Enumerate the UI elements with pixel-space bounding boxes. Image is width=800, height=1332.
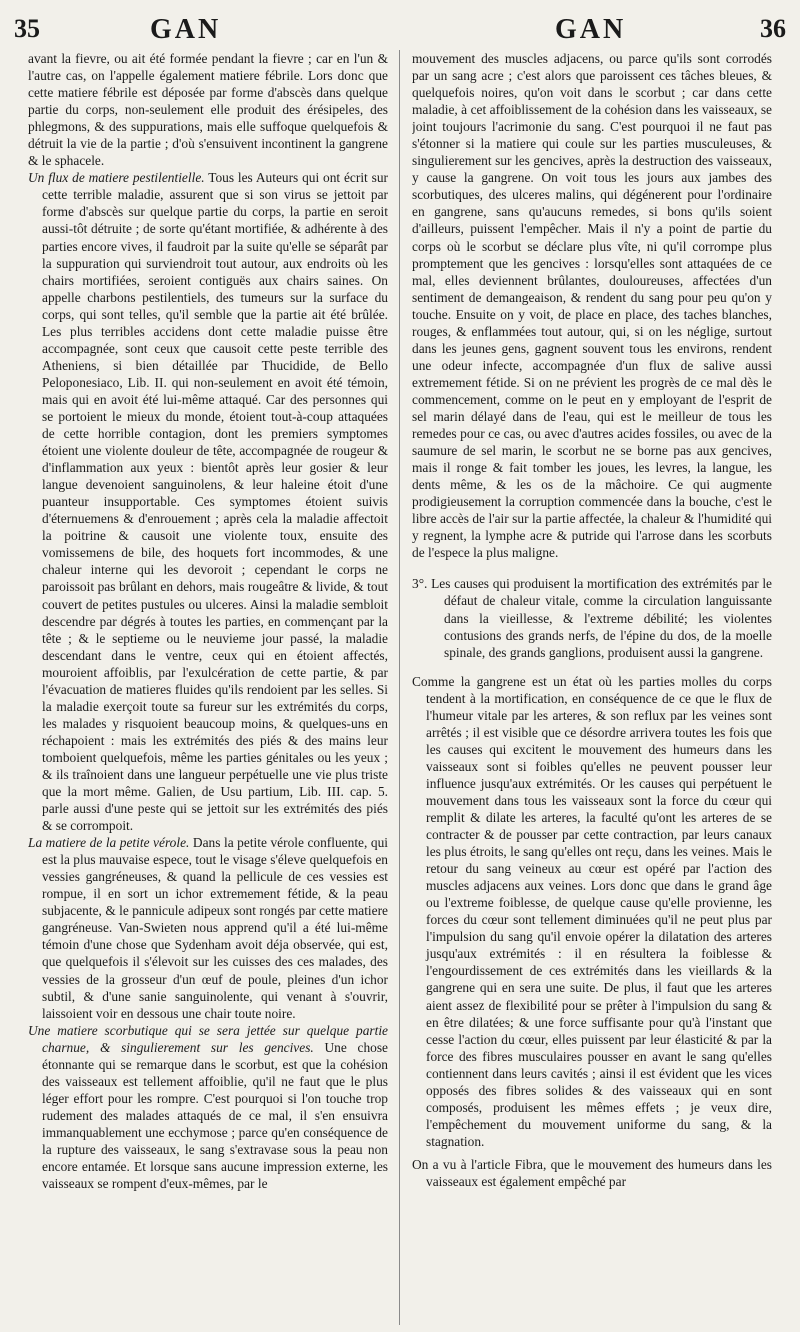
paragraph-scurvy-continued: mouvement des muscles adjacens, ou parce qu'ils sont corrodés par un sang acre ; c'est alors que paroissent ces tâches bleues, & quelquefois noires, qu'on voit dans le scorbut ; car dans cette maladie, à cet affoiblissement de la cohésion dans les vaisseaux, se joint toujours l'acrimonie du sang. C'est pourquoi il ne faut pas s'étonner si la matiere qui coule sur les parties musculeuses, & singulierement sur les gencives, après la destruction des vaisseaux, y cause la gangrene. On voit tous les jours aux jambes des scorbutiques, des ulceres malins, qui dégénerent pour l'ordinaire en gangrene, sans qu'aucuns remedes, si bons qu'ils soient d'ailleurs, puissent l'empêcher. Mais il n'y a point de partie du corps où le scorbut se déclare plus vîte, ni qu'il corrompe plus promptement que les gencives : lorsqu'elles sont attaquées de ce mal, elles deviennent brûlantes, douloureuses, affectées d'un sentiment de demangeaison, & rendent du sang pour peu qu'on y touche. Ensuite on y voit, de place en place, des taches blanches, rouges, & enflammées tout autour, qui, si on les néglige, surtout dans les jeunes gens, gagnent souvent tous les environs, rendent une odeur infecte, accompagnée d'un flux de salive aussi extremement fétide. Si on ne prévient les progrès de ce mal dès le commencement, comme on le peut en y employant de l'esprit de sel marin délayé dans de l'eau, qui est le meilleur de tous les remedes pour ce cas, ou avec d'autres acides fossiles, ou avec de la saumure de sel marin, le scorbut ne se borne pas aux gencives, mais il ronge & fait tomber les joues, les levres, la langue, les dents même, & les os de la mâchoire. Ce qui augmente prodigieusement la corruption commencée dans la bouche, c'est le libre accès de l'air sur la partie affectée, la chaleur & l'humidité qui y regnent, la lymphe acre & putride qui l'arrose dans les scorbuts de l'espece la plus maligne. bbox=[412, 51, 772, 561]
paragraph-pestilential bbox=[28, 169, 388, 834]
left-column bbox=[28, 50, 388, 1320]
left-running-head: GAN bbox=[150, 14, 222, 45]
column-divider bbox=[399, 50, 400, 1325]
paragraph-fever-matter: avant la fievre, ou ait été formée pendant la fievre ; car en l'un & l'autre cas, on l'appelle également matiere fébrile. Lors donc que cette matiere fébrile est déposée par forme d'abscès dans quelque partie du corps, non-seulement elle produit des érésipeles, des phlegmons, & des suppurations, mais elle suffoque quelquefois & détruit la vie de la partie ; d'où s'ensuivent incontinent la gangrene & le sphacele. bbox=[28, 51, 388, 169]
right-column bbox=[412, 50, 772, 1320]
right-running-head: GAN bbox=[555, 14, 627, 45]
right-page-number: 36 bbox=[760, 14, 786, 43]
paragraph-cause-3: 3°. Les causes qui produisent la mortification des extrémités par le défaut de chaleur vitale, comme la circulation languissante dans la vieillesse, & l'extreme débilité; les violentes contusions des grands nerfs, de l'épine du dos, de la moelle spinale, des grands ganglions, produisent aussi la gangrene. bbox=[412, 576, 772, 660]
entry-lead-pestilential: Un flux de matiere pestilentielle. bbox=[28, 170, 205, 186]
page-header bbox=[0, 8, 800, 48]
paragraph-smallpox bbox=[28, 834, 388, 1022]
paragraph-fibra-reference: On a vu à l'article Fibra, que le mouvement des humeurs dans les vaisseaux est également empêché par bbox=[412, 1156, 772, 1189]
entry-body-smallpox: Dans la petite vérole confluente, qui est la plus mauvaise espece, tout le visage s'éleve quelquefois en vessies gangréneuses, & quand la pellicule de ces vessies est rompue, il en sort un ichor extremement fétide, & la peau subjacente, & le pannicule adipeux sont rongés par cette matiere gangréneuse. Van-Swieten nous apprend qu'il a été lui-même témoin d'une chose que Sydenham avoit déja observée, qui est, que quelquefois il s'élevoit sur les cuisses des ces malades, des vessies de la grosseur d'un œuf de poule, pleines d'un ichor subtil, & d'une sanie sanguinolente, qui venant à s'ouvrir, laissoient voir en dessous une chair toute noire. bbox=[42, 835, 388, 1021]
entry-body-scorbutic: Une chose étonnante qui se remarque dans le scorbut, est que la cohésion des vaisseaux est tellement affoiblie, qu'il ne faut que le plus léger effort pour les rompre. C'est pourquoi si l'on touche trop rudement des malades attaqués de ce mal, il s'en ensuivra immanquablement une ecchymose ; parce qu'en conséquence de la rupture des vaisseaux, le sang s'extravase sous la peau non encore entamée. Et lorsque sans aucune impression externe, les vaisseaux se rompent d'eux-mêmes, par le bbox=[42, 1039, 388, 1192]
entry-lead-scorbutic: Une matiere scorbutique qui se sera jettée sur quelque partie charnue, & singulierement sur les gencives. bbox=[28, 1022, 388, 1055]
entry-body-pestilential: Tous les Auteurs qui ont écrit sur cette terrible maladie, assurent que si son virus se jettoit par forme d'abscès sur quelque partie du corps, la partie en seroit aussi-tôt détruite ; de sorte qu'étant mortifiée, & adhérente à des parties encore vives, il faudroit par la suite qu'elle se séparât par la suppuration qui surviendroit tout autour, aux endroits où les chairs mortifiées, seroient contiguës aux chairs saines. On appelle charbons pestilentiels, des tumeurs sur la surface du corps, qui sont telles, qu'il semble que la partie ait été brûlée. Les plus terribles accidens dont cette maladie puisse être accompagnée, sont ceux que causoit cette peste terrible des Atheniens, si bien détaillée par Thucidide, de Bello Peloponesiaco, Lib. II. qui non-seulement en avoit été témoin, mais qui en avoit été lui-même attaqué. Car des personnes qui se portoient le mieux du monde, étoient tout-à-coup attaquées de cette horrible contagion, dont les premiers symptomes étoient une violente douleur de tête, accompagnée de rougeur & d'inflammation aux yeux : bientôt après leur gosier & leur langue devenoient sanguinolens, & leur haleine étoit d'une puanteur insupportable. Ces symptomes étoient suivis d'éternuemens & d'enrouement ; après cela la maladie affectoit la poitrine & causoit une violente toux, ensuite des vomissemens de bile, des hoquets fort incommodes, & une chaleur interne qui les devoroit ; cependant le corps ne paroissoit pas brûlant en dehors, mais rougeâtre & livide, & tout couvert de petites pustules ou ulceres. Ainsi la maladie sembloit descendre par dégrés à toutes les parties, en commençant par la tête ; & le septieme ou le neuvieme jour passé, la maladie descendant dans le ventre, ceux qui en étoient affectés, mouroient affoiblis, par l'exulcération de cette partie, & par l'évacuation de matieres fluides qu'ils rendoient par les selles. Si la maladie exerçoit toute sa fureur sur les extrémités du corps, les malades y risquoient beaucoup moins, & quelques-uns en réchapoient : mais les extrémités des piés & des mains leur tomboient quelquefois, même les parties génitales ou les yeux ; & ils traînoient dans une langueur perpétuelle une vie plus triste que la mort même. Galien, de Usu partium, Lib. III. cap. 5. parle aussi d'une peste qui se jettoit sur les extrémités des piés & se corrompoit. bbox=[42, 170, 388, 834]
paragraph-scorbutic bbox=[28, 1022, 388, 1192]
entry-lead-smallpox: La matiere de la petite vérole. bbox=[28, 835, 190, 851]
paragraph-gangrene-definition: Comme la gangrene est un état où les parties molles du corps tendent à la mortification, en conséquence de ce que le flux de l'humeur vitale par les arteres, & son reflux par les veines sont arrêtés ; il est visible que ce désordre arrivera toutes les fois que les causes qui excitent le mouvement des humeurs dans les vaisseaux sont si foibles qu'elles ne peuvent pousser leur influence jusqu'aux extrémités. Or les causes qui perpétuent le mouvement dans tous les vaisseaux sont la force du cœur qui remplit & dilate les arteres, la faculté qu'ont les arteres de se contracter & de pousser par cette contraction, par leurs canaux les plus étroits, le sang qu'elles ont reçu, dans les veines. Mais le retour du sang veineux au cœur est opéré par l'action des muscles adjacens aux veines. Lors donc que dans le grand âge ou l'extreme foiblesse, de quelque cause qu'elle provienne, les forces du cœur sont tellement diminuées qu'il ne peut plus par l'impulsion du sang qu'il envoie opérer la dilatation des arteres jusqu'aux extrémités : il en résultera la foiblesse & l'engourdissement de ces extrémités dans les vieillards & la gangrene qui en sera une suite. De plus, il faut que les arteres aient assez de flexibilité pour se prêter à l'impulsion du sang & en être dilatées; & une force suffisante pour qu'à l'instant que cesse l'action du cœur, elles puissent par leur élasticité & par la force des fibres musculaires pousser en avant le sang qu'elles contiennent dans leurs cavités ; ainsi il est évident que les vices opposés des fibres solides & des vaisseaux qui en sont composés, produisent les mêmes effets ; je veux dire, l'empêchement du mouvement uniforme du sang, & la stagnation. bbox=[412, 673, 772, 1149]
left-page-number: 35 bbox=[14, 14, 40, 43]
